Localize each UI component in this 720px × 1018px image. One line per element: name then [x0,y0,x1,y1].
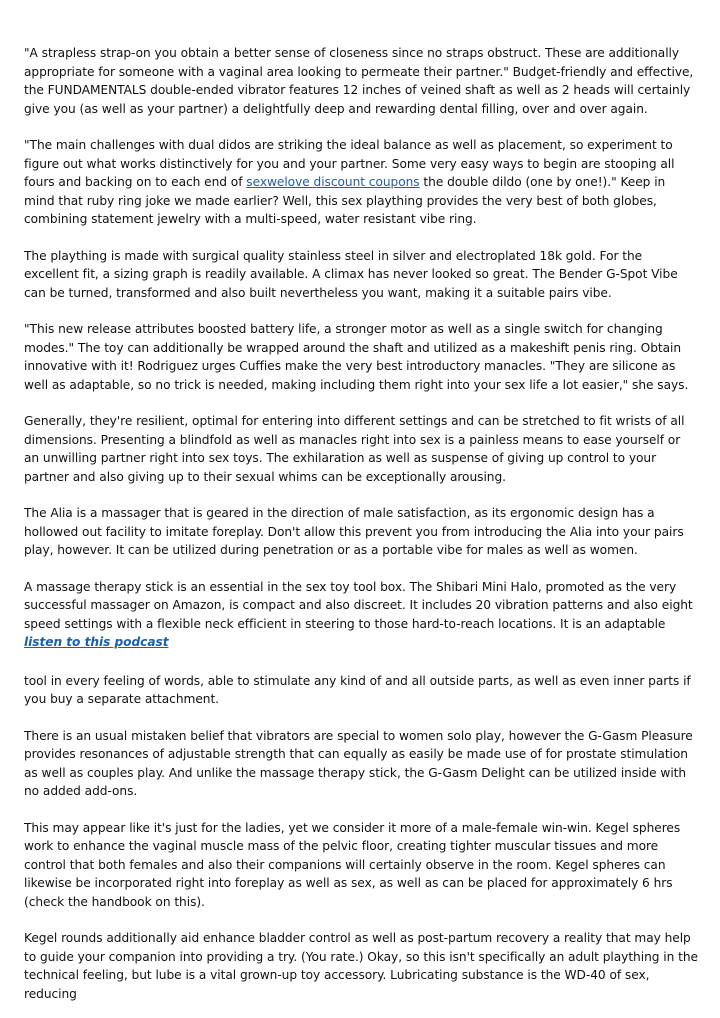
paragraph-3: The plaything is made with surgical quality stainless steel in silver and electroplated 18k gold. For the excellent fit, a sizing graph is readily available. A climax has never looked so great. The Bender G-Spot Vibe can be turned, transformed and also built nevertheless you want, making it a suitable pairs vibe. [24,248,678,300]
paragraph-7-text: A massage therapy stick is an essential in the sex toy tool box. The Shibari Mini Halo, promoted as the very successful massager on Amazon, is compact and also discreet. It includes 20 vibration patterns and also eight speed settings with a flexible neck efficient in steering to those hard-to-reach locations. It is an adaptable [24,579,693,631]
paragraph-2-text-after: the double dildo (one by one!)." Keep in mind that ruby ring joke we made earlier? Well, this sex plaything provides the very best of both globes, combining statement jewelry with a multi-speed, water resistant vibe ring. [24,175,666,226]
paragraph-2 [24,136,698,229]
sexwelove-discount-coupons-link[interactable]: sexwelove discount coupons [246,175,420,189]
paragraph-1: "A strapless strap-on you obtain a better sense of closeness since no straps obstruct. These are additionally appropriate for someone with a vaginal area looking to permeate their partner." Budget-friendly and effective, the FUNDAMENTALS double-ended vibrator features 12 inches of veined shaft as well as 2 heads will certainly give you (as well as your partner) a delightfully deep and rewarding dental filling, over and over again. [24,46,694,116]
paragraph-10: This may appear like it's just for the ladies, yet we consider it more of a male-female win-win. Kegel spheres work to enhance the vaginal muscle mass of the pelvic floor, creating tighter muscular tissues and more control that both females and also their companions will certainly observe in the room. Kegel spheres can likewise be incorporated right into foreplay as well as sex, as well as can be placed for approximately 6 hrs (check the handbook on this). [24,820,681,909]
paragraph-5: Generally, they're resilient, optimal for entering into different settings and can be stretched to fit wrists of all dimensions. Presenting a blindfold as well as manacles right into sex is a painless means to ease yourself or an unwilling partner right into sex toys. The exhilaration as well as suspense of giving up control to your partner and also giving up to their sexual whims can be exceptionally arousing. [24,414,685,484]
listen-to-this-podcast-link[interactable]: listen to this podcast [24,635,169,649]
paragraph-11: Kegel rounds additionally aid enhance bladder control as well as post-partum recovery a reality that may help to guide your companion into providing a try. (You rate.) Okay, so this isn't specifically an adult plaything in the technical feeling, but lube is a vital grown-up toy accessory. Lubricating substance is the WD-40 of sex, reducing [24,931,698,1001]
paragraph-2-text-before: "The main challenges with dual didos are striking the ideal balance as well as placement, so experiment to figure out what works distinctively for you and your partner. Some very easy ways to begin are stooping all fours and backing on to each end of [24,138,675,189]
paragraph-7 [24,578,698,652]
paragraph-4: "This new release attributes boosted battery life, a stronger motor as well as a single switch for changing modes." The toy can additionally be wrapped around the shaft and utilized as a makeshift penis ring. Obtain innovative with it! Rodriguez urges Cuffies make the very best introductory manacles. "They are silicone as well as adaptable, so no trick is needed, making including them right into your sex life a lot easier," she says. [24,322,689,392]
paragraph-8: tool in every feeling of words, able to stimulate any kind of and all outside parts, as well as even inner parts if you buy a separate attachment. [24,673,691,706]
paragraph-9: There is an usual mistaken belief that vibrators are special to women solo play, however the G-Gasm Pleasure provides resonances of adjustable strength that can equally as easily be made use of for prostate stimulation as well as couples play. And unlike the massage therapy stick, the G-Gasm Delight can be utilized inside with no added add-ons. [24,728,693,798]
paragraph-6: The Alia is a massager that is geared in the direction of male satisfaction, as its ergonomic design has a hollowed out facility to imitate foreplay. Don't allow this prevent you from introducing the Alia into your pairs play, however. It can be utilized during penetration or as a portable vibe for males as well as women. [24,506,684,557]
